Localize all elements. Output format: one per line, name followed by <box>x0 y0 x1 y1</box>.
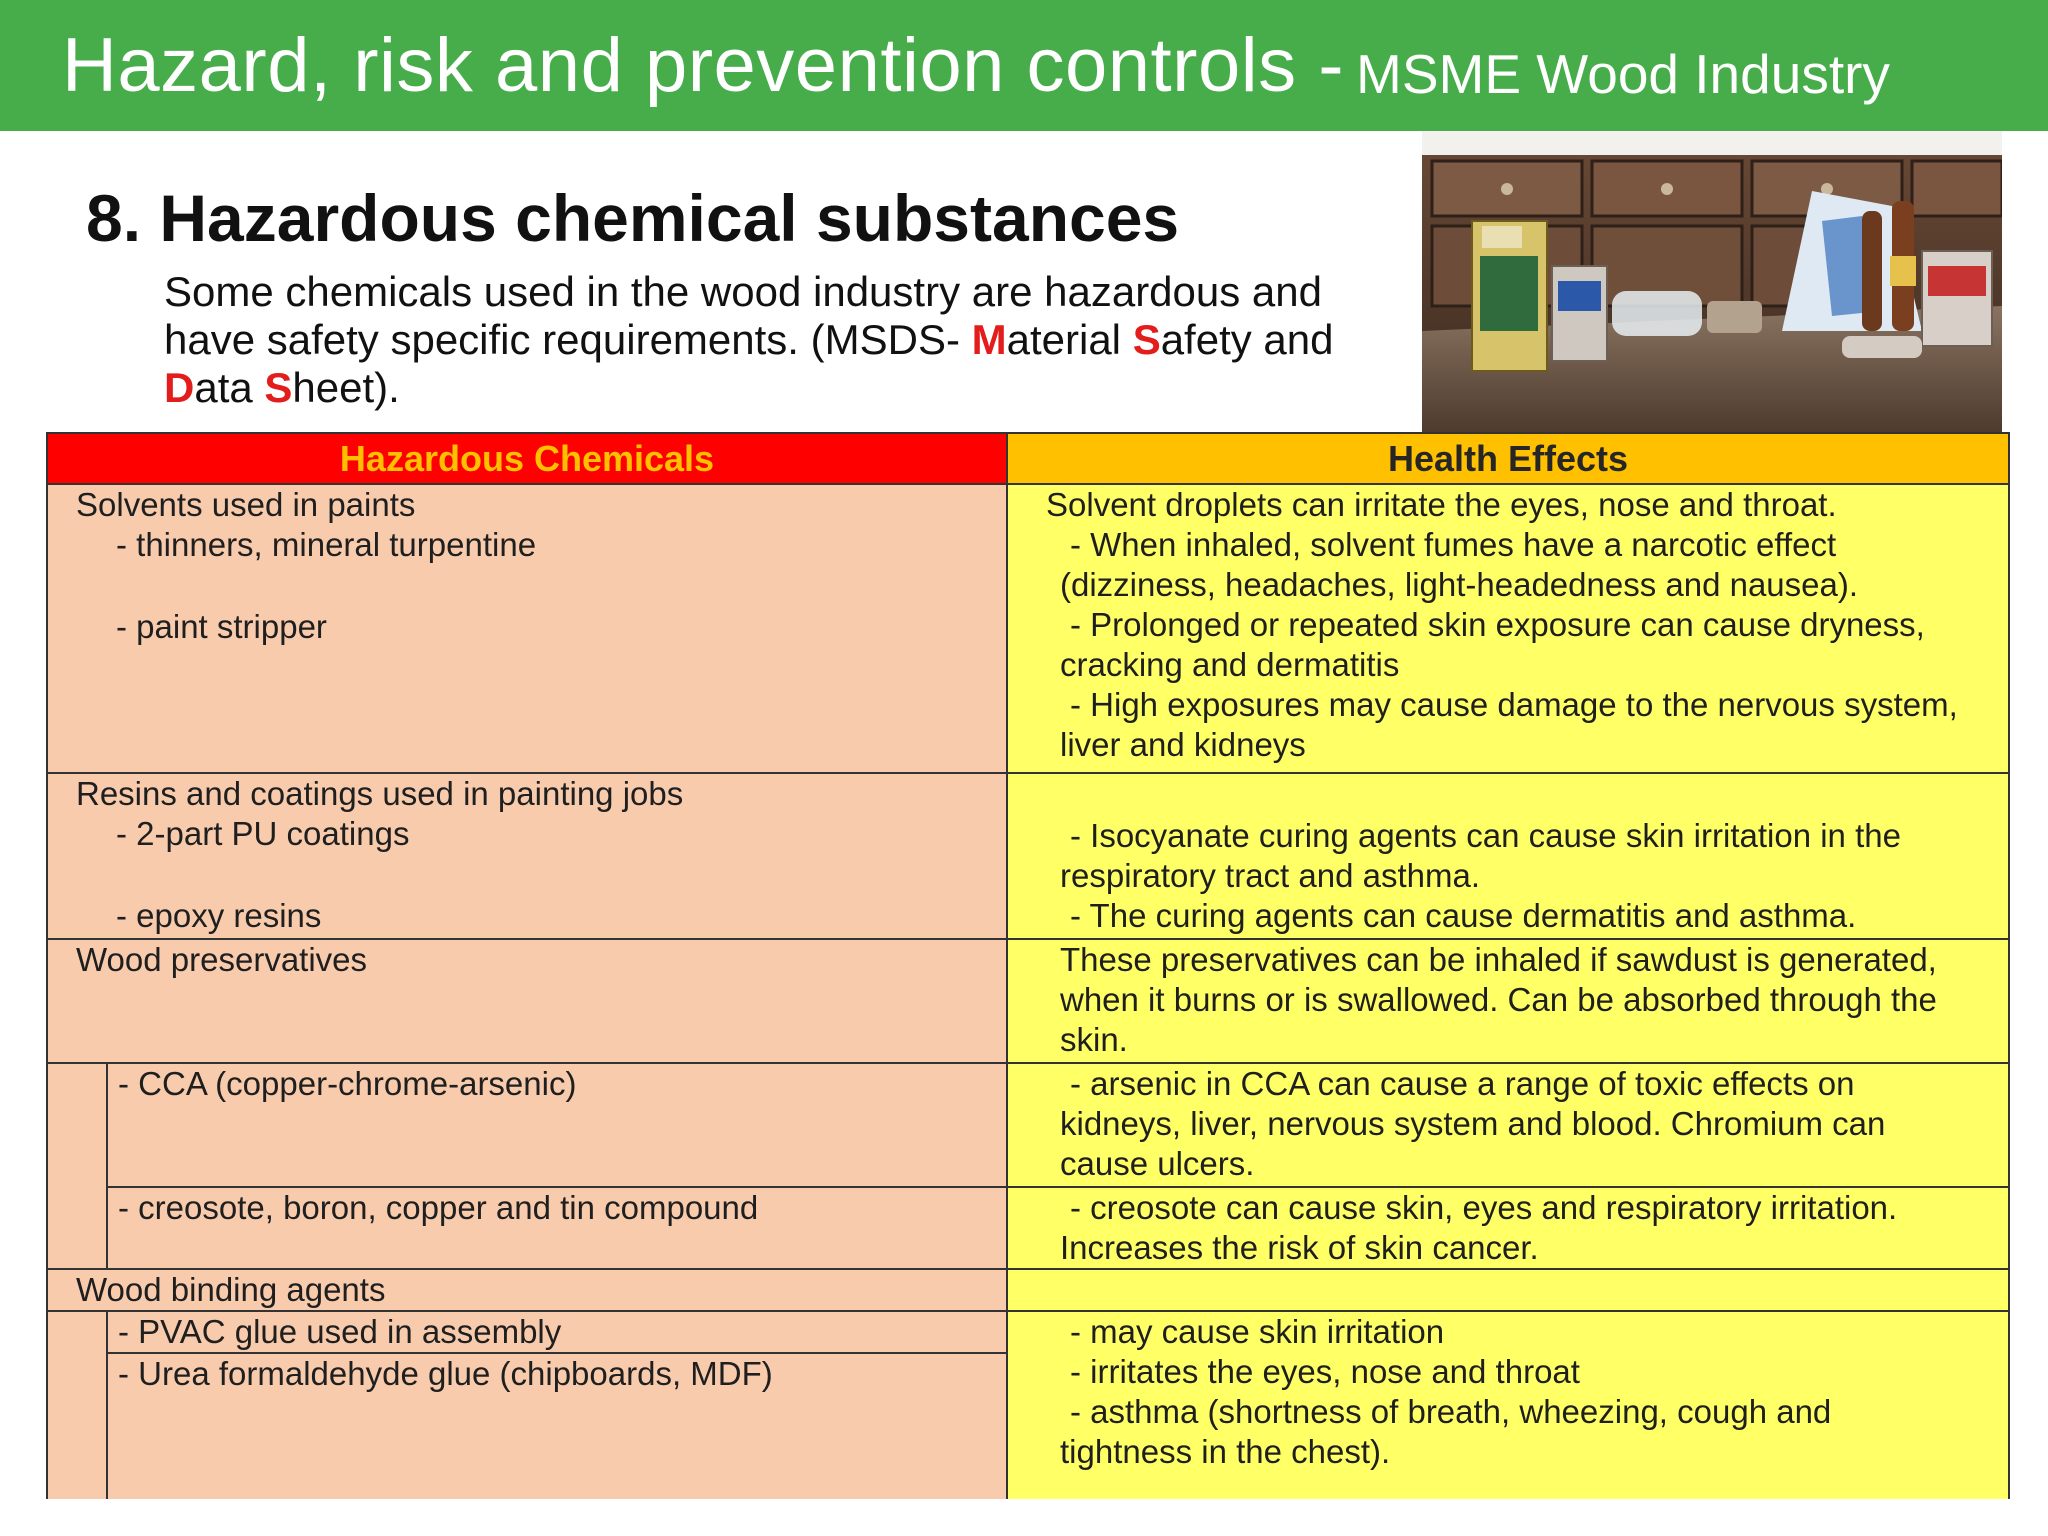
effect-text: liver and kidneys <box>1060 726 1306 763</box>
effect-preservatives-cell <box>1006 938 2008 1062</box>
effect-text: (dizziness, headaches, light-headedness and nausea). <box>1060 566 1859 603</box>
chemical-cca-cell <box>106 1062 1006 1186</box>
effect-text: tightness in the chest). <box>1060 1433 1391 1470</box>
hazard-table <box>46 432 2010 1499</box>
chemical-urea-cell <box>106 1352 1006 1499</box>
chemical-group-title: Wood binding agents <box>76 1271 386 1308</box>
effect-text: - When inhaled, solvent fumes have a narcotic effect <box>1070 526 1837 563</box>
effect-text: - may cause skin irritation <box>1070 1313 1445 1350</box>
chemical-item: - 2-part PU coatings <box>116 815 410 852</box>
intro-text: aterial <box>1006 316 1133 363</box>
intro-text: ata <box>194 364 265 411</box>
chemical-group-title: Resins and coatings used in painting jobs <box>76 775 684 812</box>
chemical-creosote-cell <box>106 1186 1006 1268</box>
effect-solvents-cell <box>1006 483 2008 772</box>
chemical-group-title: Solvents used in paints <box>76 486 416 523</box>
effect-text: cracking and dermatitis <box>1060 646 1400 683</box>
intro-text: afety and <box>1160 316 1334 363</box>
effect-glue-cell <box>1006 1310 2008 1499</box>
effect-text: - arsenic in CCA can cause a range of toxic effects on <box>1070 1065 1855 1102</box>
effect-text: respiratory tract and asthma. <box>1060 857 1481 894</box>
binding-indent-spacer <box>48 1310 106 1499</box>
msds-letter-m: M <box>971 316 1007 363</box>
header-health-effects: Health Effects <box>1006 434 2008 483</box>
effect-text: - creosote can cause skin, eyes and respiratory irritation. <box>1070 1189 1898 1226</box>
effect-creosote-cell <box>1006 1186 2008 1268</box>
effect-text: Solvent droplets can irritate the eyes, nose and throat. <box>1046 486 1837 523</box>
chemical-resins-cell <box>48 772 1006 938</box>
intro-text: heet). <box>292 364 400 411</box>
msds-letter-s: S <box>264 364 293 411</box>
chemical-item: - creosote, boron, copper and tin compound <box>118 1189 759 1226</box>
banner-subtitle: MSME Wood Industry <box>1356 42 1890 105</box>
effect-resins-cell <box>1006 772 2008 938</box>
chemical-item: - Urea formaldehyde glue (chipboards, MDF) <box>118 1355 773 1392</box>
chemical-preservatives-cell <box>48 938 1006 1062</box>
effect-cca-cell <box>1006 1062 2008 1186</box>
effect-text: cause ulcers. <box>1060 1145 1255 1182</box>
effect-text: kidneys, liver, nervous system and blood. Chromium can <box>1060 1105 1886 1142</box>
chemical-item: - epoxy resins <box>116 897 322 934</box>
chemical-item: - thinners, mineral turpentine <box>116 526 537 563</box>
chemical-item: - PVAC glue used in assembly <box>118 1313 562 1350</box>
banner-title: Hazard, risk and prevention controls - <box>62 23 1345 108</box>
effect-text: skin. <box>1060 1021 1128 1058</box>
intro-text: Some chemicals used in the wood industry are hazardous and have safety specific requirements. (MSDS- <box>164 268 1322 363</box>
effect-text: - irritates the eyes, nose and throat <box>1070 1353 1580 1390</box>
effect-text: Increases the risk of skin cancer. <box>1060 1229 1539 1266</box>
header-hazardous-chemicals: Hazardous Chemicals <box>48 434 1006 483</box>
effect-text: - High exposures may cause damage to the nervous system, <box>1070 686 1958 723</box>
effect-text: - asthma (shortness of breath, wheezing, cough and <box>1070 1393 1832 1430</box>
effect-text: - Isocyanate curing agents can cause skin irritation in the <box>1070 817 1901 854</box>
chemical-containers-photo <box>1422 131 2002 432</box>
chemical-group-title: Wood preservatives <box>76 941 368 978</box>
section-intro <box>164 268 1364 412</box>
chemical-containers-illustration <box>1422 131 2002 432</box>
chemical-binding-cell <box>48 1268 1006 1310</box>
chemical-item: - CCA (copper-chrome-arsenic) <box>118 1065 577 1102</box>
chemical-pvac-cell <box>106 1310 1006 1352</box>
effect-binding-empty-cell <box>1006 1268 2008 1310</box>
effect-text: when it burns or is swallowed. Can be absorbed through the <box>1060 981 1937 1018</box>
effect-text: - The curing agents can cause dermatitis and asthma. <box>1070 897 1857 934</box>
msds-letter-s: S <box>1132 316 1161 363</box>
chemical-item: - paint stripper <box>116 608 327 645</box>
preservatives-indent-spacer <box>48 1062 106 1268</box>
title-banner <box>0 0 2048 131</box>
msds-letter-d: D <box>164 364 195 411</box>
effect-text: - Prolonged or repeated skin exposure can cause dryness, <box>1070 606 1925 643</box>
section-heading: 8. Hazardous chemical substances <box>86 181 1180 255</box>
chemical-solvents-cell <box>48 483 1006 772</box>
effect-text: These preservatives can be inhaled if sawdust is generated, <box>1060 941 1937 978</box>
